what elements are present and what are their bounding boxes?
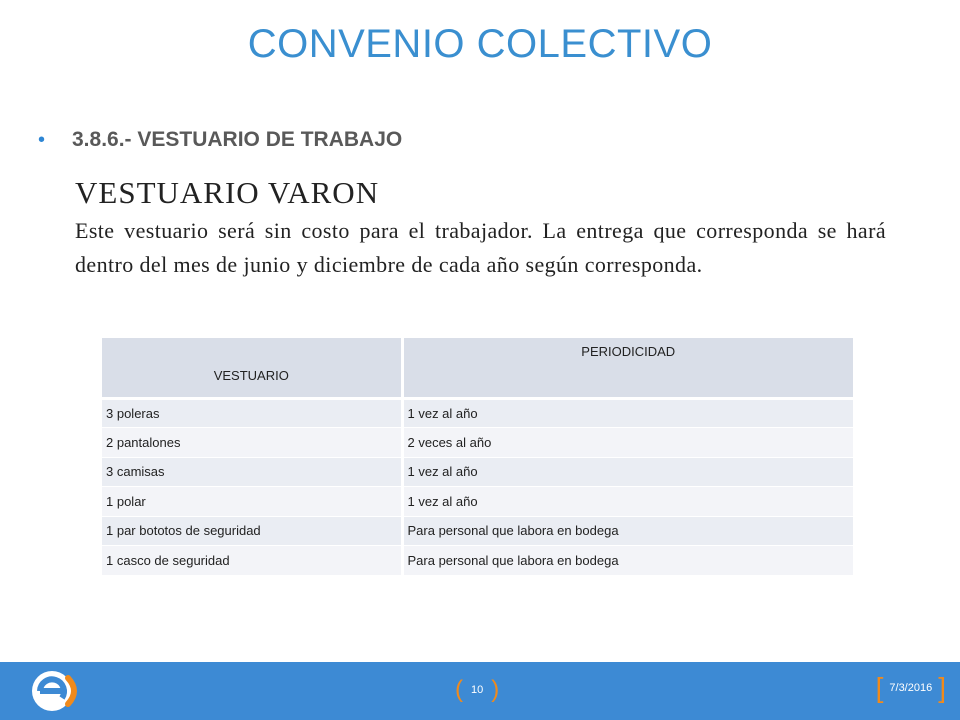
table-cell: Para personal que labora en bodega	[402, 546, 855, 576]
bullet-item	[38, 128, 402, 152]
table-cell: 1 vez al año	[402, 457, 855, 487]
section-subtitle: VESTUARIO VARON	[75, 175, 380, 210]
table-cell: 2 pantalones	[102, 428, 402, 458]
date-group	[876, 674, 946, 702]
table-row	[102, 398, 855, 428]
table-row	[102, 546, 855, 576]
left-paren-icon: (	[455, 676, 463, 703]
right-bracket-icon: ]	[938, 672, 946, 703]
table-cell: Para personal que labora en bodega	[402, 516, 855, 546]
right-paren-icon: )	[491, 676, 500, 703]
slide-date: 7/3/2016	[889, 682, 933, 694]
e-logo-icon	[28, 666, 88, 716]
table-header-row	[102, 338, 855, 398]
vestuario-table	[102, 338, 856, 576]
table-cell: 1 casco de seguridad	[102, 546, 402, 576]
table-cell: 1 vez al año	[402, 487, 855, 517]
table-row	[102, 487, 855, 517]
page-number-group	[455, 676, 499, 704]
left-bracket-icon: [	[875, 672, 884, 703]
table-row	[102, 457, 855, 487]
slide-title: CONVENIO COLECTIVO	[247, 22, 713, 66]
table-cell: 3 poleras	[102, 398, 402, 428]
table-cell: 2 veces al año	[402, 428, 855, 458]
bullet-text: 3.8.6.- VESTUARIO DE TRABAJO	[72, 128, 403, 151]
table-cell: 1 polar	[102, 487, 402, 517]
table-cell: 1 vez al año	[402, 398, 855, 428]
table-row	[102, 516, 855, 546]
table-cell: 1 par bototos de seguridad	[102, 516, 402, 546]
page-number: 10	[471, 684, 484, 696]
bullet-icon: •	[38, 129, 46, 151]
header-vestuario: VESTUARIO	[102, 338, 402, 398]
table-cell: 3 camisas	[102, 457, 402, 487]
table-row	[102, 428, 855, 458]
footer-bar	[0, 662, 960, 720]
header-periodicidad: PERIODICIDAD	[402, 338, 855, 398]
body-paragraph: Este vestuario será sin costo para el trabajador. La entrega que corresponda se hará dentro del mes de junio y diciembre de cada año según corresponda.	[75, 218, 886, 277]
